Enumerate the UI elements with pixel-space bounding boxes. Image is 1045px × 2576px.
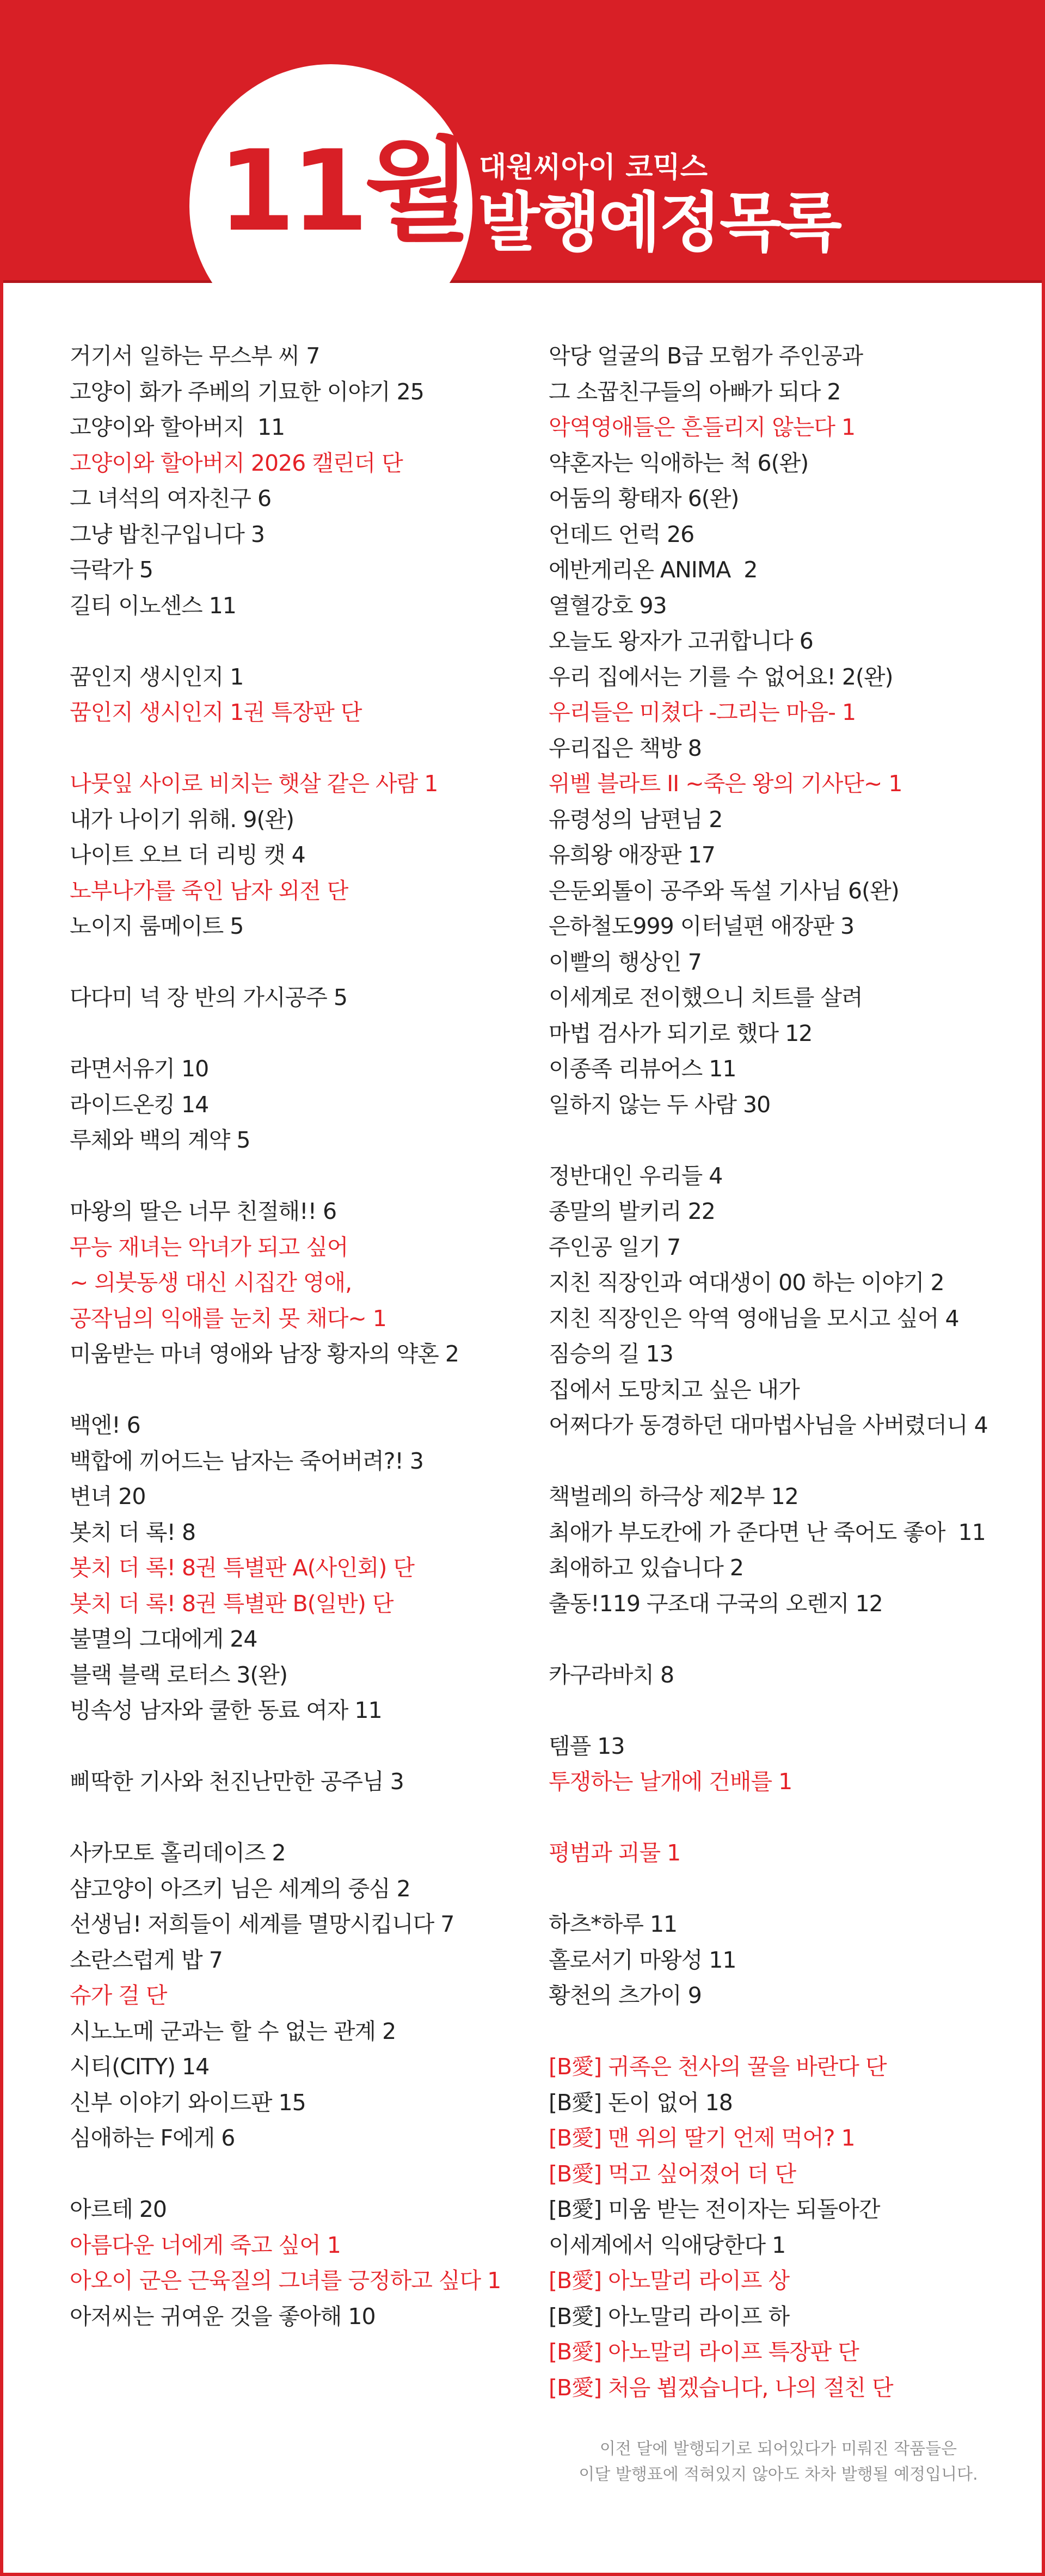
title-item: 내가 나이기 위해. 9(완): [70, 806, 294, 833]
group-spacer: [70, 945, 538, 981]
title-item: 우리집은 책방 8: [549, 735, 702, 761]
footnote: [544, 2436, 1012, 2487]
title-item: 주인공 일기 7: [549, 1234, 681, 1260]
title-item: 오늘도 왕자가 고귀합니다 6: [549, 628, 813, 654]
title-item: 어둠의 황태자 6(완): [549, 485, 739, 511]
group-spacer: [70, 2156, 538, 2192]
title-item: 지친 직장인은 악역 영애님을 모시고 싶어 4: [549, 1305, 959, 1332]
title-item: 시노노메 군과는 할 수 없는 관계 2: [70, 2018, 396, 2044]
title-item: 소란스럽게 밥 7: [70, 1946, 223, 1973]
title-item-highlighted: [B愛] 처음 뵙겠습니다, 나의 절친 단: [549, 2374, 893, 2401]
title-item-highlighted: 꿈인지 생시인지 1권 특장판 단: [70, 699, 362, 725]
title-item: 빙속성 남자와 쿨한 동료 여자 11: [70, 1697, 382, 1723]
title-item: 심애하는 F에게 6: [70, 2125, 235, 2151]
title-item: 이세계로 전이했으니 치트를 살려 마법 검사가 되기로 했다 12: [549, 984, 863, 1046]
group-spacer: [549, 1693, 1028, 1729]
title-item-highlighted: 노부나가를 죽인 남자 외전 단: [70, 877, 348, 904]
title-item: 라면서유기 10: [70, 1056, 209, 1082]
title-item-highlighted: 아름다운 너에게 죽고 싶어 1: [70, 2232, 341, 2258]
title-item-highlighted: 나뭇잎 사이로 비치는 햇살 같은 사람 1: [70, 771, 438, 797]
title-item: 책벌레의 하극상 제2부 12: [549, 1483, 798, 1509]
title-item-highlighted: 우리들은 미쳤다 -그리는 마음- 1: [549, 699, 856, 725]
title-item: 약혼자는 익애하는 척 6(완): [549, 449, 809, 476]
title-item: 우리 집에서는 기를 수 없어요! 2(완): [549, 663, 893, 690]
title-item: 노이지 룸메이트 5: [70, 913, 244, 939]
title-item-highlighted: [B愛] 아노말리 라이프 특장판 단: [549, 2339, 859, 2365]
title-item: 블랙 블랙 로터스 3(완): [70, 1661, 288, 1688]
title-item: 고양이와 할아버지 11: [70, 414, 285, 440]
title-item: 악당 얼굴의 B급 모험가 주인공과 그 소꿉친구들의 아빠가 되다 2: [549, 343, 863, 405]
title-item: 고양이 화가 주베의 기묘한 이야기 25: [70, 378, 424, 405]
title-item: 짐승의 길 13: [549, 1341, 673, 1367]
title-item: 신부 이야기 와이드판 15: [70, 2089, 306, 2116]
title-item-highlighted: 투쟁하는 날개에 건배를 1: [549, 1768, 792, 1795]
title-item: 시티(CITY) 14: [70, 2054, 210, 2080]
title-item: 꿈인지 생시인지 1: [70, 663, 244, 690]
title-item-highlighted: 악역영애들은 흔들리지 않는다 1: [549, 414, 856, 440]
title-item-highlighted: 고양이와 할아버지 2026 캘린더 단: [70, 449, 403, 476]
title-item: 사카모토 홀리데이즈 2: [70, 1840, 286, 1866]
group-spacer: [549, 1622, 1028, 1657]
title-item: 백합에 끼어드는 남자는 죽어버려?! 3: [70, 1447, 423, 1474]
title-item: [B愛] 아노말리 라이프 하: [549, 2303, 790, 2330]
title-item: 불멸의 그대에게 24: [70, 1626, 257, 1652]
title-item: 이종족 리뷰어스 11: [549, 1056, 736, 1082]
publisher-name: 대원씨아이 코믹스: [479, 151, 708, 184]
group-spacer: [70, 1729, 538, 1765]
group-spacer: [70, 1016, 538, 1052]
group-spacer: [70, 1158, 538, 1194]
right-column-list: [549, 338, 1028, 2406]
title-item: 선생님! 저희들이 세계를 멸망시킵니다 7: [70, 1911, 454, 1937]
title-item-highlighted: 아오이 군은 근육질의 그녀를 긍정하고 싶다 1: [70, 2267, 501, 2294]
title-item: 출동!119 구조대 구국의 오렌지 12: [549, 1590, 883, 1617]
group-spacer: [70, 624, 538, 660]
group-spacer: [70, 1372, 538, 1408]
title-item: 최애가 부도칸에 가 준다면 난 죽어도 좋아 11: [549, 1519, 986, 1545]
title-item-highlighted: 봇치 더 록! 8권 특별판 A(사인회) 단: [70, 1555, 415, 1581]
footnote-line-1: 이전 달에 발행되기로 되어있다가 미뤄진 작품들은: [599, 2439, 957, 2458]
title-item: 마왕의 딸은 너무 친절해!! 6: [70, 1198, 337, 1224]
title-item: 에반게리온 ANIMA 2: [549, 557, 758, 583]
title-item: 샴고양이 아즈키 님은 세계의 중심 2: [70, 1875, 410, 1902]
title-item: 극락가 5: [70, 557, 153, 583]
title-item: 언데드 언럭 26: [549, 521, 694, 547]
title-item-highlighted: 무능 재녀는 악녀가 되고 싶어 ~ 의붓동생 대신 시집간 영애, 공작님의 익애를 눈치 못 채다~ 1: [70, 1234, 386, 1332]
title-item: 아르테 20: [70, 2196, 167, 2222]
title-item-highlighted: 위벨 블라트 II ~죽은 왕의 기사단~ 1: [549, 771, 902, 797]
group-spacer: [549, 2014, 1028, 2050]
title-item-highlighted: [B愛] 맨 위의 딸기 언제 먹어? 1: [549, 2125, 855, 2151]
title-item-highlighted: 슈가 걸 단: [70, 1982, 167, 2008]
title-item: 정반대인 우리들 4: [549, 1162, 723, 1189]
title-item: 루체와 백의 계약 5: [70, 1127, 250, 1153]
group-spacer: [549, 1444, 1028, 1480]
title-item: 은하철도999 이터널편 애장판 3: [549, 913, 855, 939]
title-item: 나이트 오브 더 리빙 캣 4: [70, 842, 305, 868]
page-title: 발행예정목록: [478, 185, 840, 260]
title-item: 거기서 일하는 무스부 씨 7: [70, 343, 320, 369]
title-item: 삐딱한 기사와 천진난만한 공주님 3: [70, 1768, 404, 1795]
group-spacer: [70, 1800, 538, 1836]
title-item: 템플 13: [549, 1733, 625, 1759]
title-item: 유희왕 애장판 17: [549, 842, 715, 868]
title-item-highlighted: [B愛] 먹고 싶어졌어 더 단: [549, 2160, 796, 2187]
title-item: 홀로서기 마왕성 11: [549, 1946, 736, 1973]
title-item: [B愛] 돈이 없어 18: [549, 2089, 733, 2116]
title-item: 이빨의 행상인 7: [549, 948, 702, 975]
left-column-list: [70, 338, 538, 2334]
title-item: 유령성의 남편님 2: [549, 806, 723, 833]
group-spacer: [549, 1800, 1028, 1836]
group-spacer: [549, 1123, 1028, 1158]
title-item-highlighted: 평범과 괴물 1: [549, 1840, 681, 1866]
title-item: 열혈강호 93: [549, 592, 667, 619]
title-item-highlighted: 봇치 더 록! 8권 특별판 B(일반) 단: [70, 1590, 394, 1617]
title-item: 라이드온킹 14: [70, 1091, 209, 1118]
month-label: 11월: [218, 127, 468, 256]
title-item: 황천의 츠가이 9: [549, 1982, 702, 2008]
title-item: 은둔외톨이 공주와 독설 기사님 6(완): [549, 877, 899, 904]
title-item: 종말의 발키리 22: [549, 1198, 715, 1224]
title-item: 미움받는 마녀 영애와 남장 황자의 약혼 2: [70, 1341, 459, 1367]
title-item: 최애하고 있습니다 2: [549, 1555, 743, 1581]
title-item: 그냥 밥친구입니다 3: [70, 521, 265, 547]
title-item: 봇치 더 록! 8: [70, 1519, 196, 1545]
title-item: 일하지 않는 두 사람 30: [549, 1091, 771, 1118]
title-item: 지친 직장인과 여대생이 00 하는 이야기 2: [549, 1269, 944, 1296]
title-item: [B愛] 미움 받는 전이자는 되돌아간 이세계에서 익애당한다 1: [549, 2196, 880, 2258]
title-item: 변녀 20: [70, 1483, 146, 1509]
title-item: 카구라바치 8: [549, 1661, 674, 1688]
footnote-line-2: 이달 발행표에 적혀있지 않아도 차차 발행될 예정입니다.: [579, 2465, 978, 2484]
title-item: 아저씨는 귀여운 것을 좋아해 10: [70, 2303, 376, 2330]
title-item-highlighted: [B愛] 귀족은 천사의 꿀을 바란다 단: [549, 2054, 887, 2080]
group-spacer: [549, 1871, 1028, 1907]
title-item: 하츠*하루 11: [549, 1911, 678, 1937]
title-item-highlighted: [B愛] 아노말리 라이프 상: [549, 2267, 790, 2294]
title-item: 길티 이노센스 11: [70, 592, 236, 619]
group-spacer: [70, 731, 538, 767]
title-item: 그 녀석의 여자친구 6: [70, 485, 272, 511]
title-item: 다다미 넉 장 반의 가시공주 5: [70, 984, 347, 1010]
title-item: 백엔! 6: [70, 1412, 140, 1438]
title-item: 집에서 도망치고 싶은 내가 어쩌다가 동경하던 대마법사님을 사버렸더니 4: [549, 1376, 988, 1438]
